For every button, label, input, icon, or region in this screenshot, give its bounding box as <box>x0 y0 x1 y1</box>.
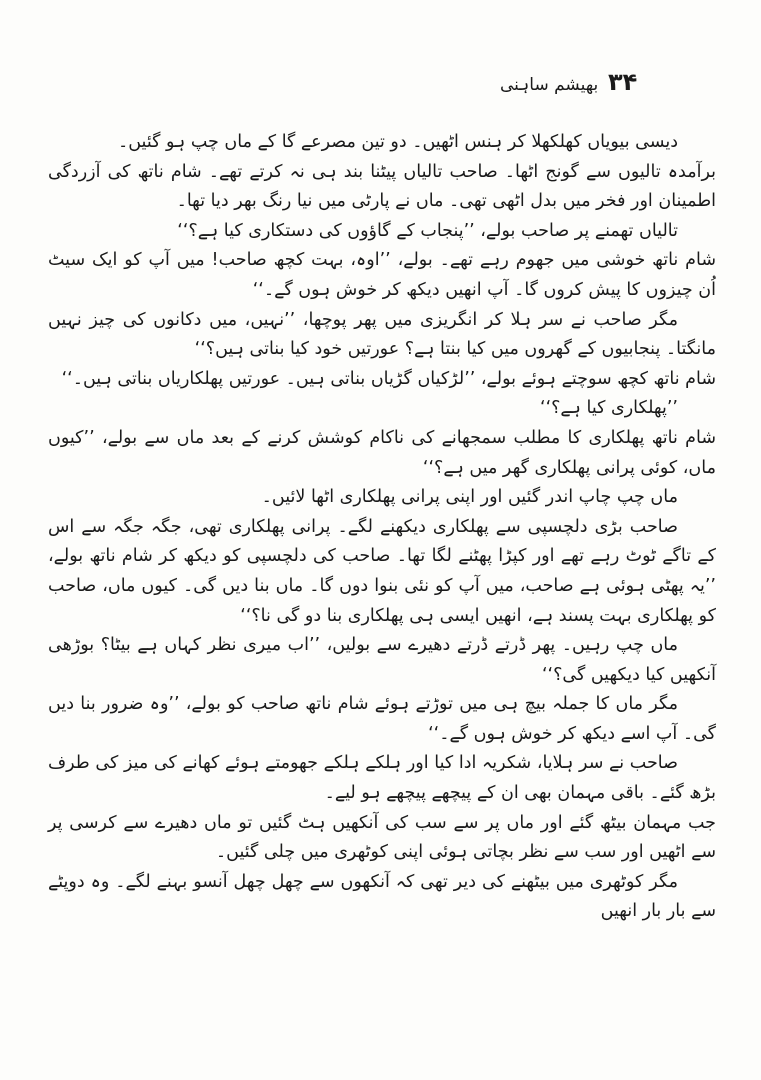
paragraph: شام ناتھ کچھ سوچتے ہوئے بولے، ’’لڑکیاں گڑیاں بناتی ہیں۔ عورتیں پھلکاریاں بناتی ہیں۔‘‘ <box>61 368 716 389</box>
running-title: بھیشم ساہنی <box>500 75 599 95</box>
page-number: ۳۴ <box>608 68 638 96</box>
paragraph: صاحب بڑی دلچسپی سے پھلکاری دیکھنے لگے۔ پرانی پھلکاری تھی، جگہ جگہ سے اس کے تاگے ٹوٹ رہے تھے اور کپڑا پھٹنے لگا تھا۔ صاحب کی دلچسپی کو دیکھ کر شام ناتھ بولے، ’’یہ پھٹی ہوئی ہے صاحب، میں آپ کو نئی بنوا دوں گا۔ ماں بنا دیں گی۔ کیوں ماں، صاحب کو پھلکاری بہت پسند ہے، انھیں ایسی ہی پھلکاری بنا دو گی نا؟‘‘ <box>48 516 716 626</box>
paragraph: شام ناتھ پھلکاری کا مطلب سمجھانے کی ناکام کوشش کرنے کے بعد ماں سے بولے، ’’کیوں ماں، کوئی پرانی پھلکاری گھر میں ہے؟‘‘ <box>48 427 716 478</box>
paragraph: مگر صاحب نے سر ہلا کر انگریزی میں پھر پوچھا، ’’نہیں، میں دکانوں کی چیز نہیں مانگتا۔ پنجابیوں کے گھروں میں کیا بنتا ہے؟ عورتیں خود کیا بناتی ہیں؟‘‘ <box>48 309 716 360</box>
paragraph: ماں چپ رہیں۔ پھر ڈرتے ڈرتے دھیرے سے بولیں، ’’اب میری نظر کہاں ہے بیٹا؟ بوڑھی آنکھیں کیا دیکھیں گی؟‘‘ <box>48 635 716 685</box>
paragraph: مگر ماں کا جملہ بیچ ہی میں توڑتے ہوئے شام ناتھ صاحب کو بولے، ’’وہ ضرور بنا دیں گی۔ آپ اسے دیکھ کر خوش ہوں گے۔‘‘ <box>48 694 716 744</box>
paragraph: مگر کوٹھری میں بیٹھنے کی دیر تھی کہ آنکھوں سے چھل چھل آنسو بہنے لگے۔ وہ دوپٹے سے بار بار انھیں <box>48 871 716 922</box>
paragraph: ماں چپ چاپ اندر گئیں اور اپنی پرانی پھلکاری اٹھا لائیں۔ <box>261 487 678 508</box>
page-header <box>0 68 761 108</box>
paragraph: تالیاں تھمنے پر صاحب بولے، ’’پنجاب کے گاؤوں کی دستکاری کیا ہے؟‘‘ <box>177 220 678 241</box>
paragraph: جب مہمان بیٹھ گئے اور ماں پر سے سب کی آنکھیں ہٹ گئیں تو ماں دھیرے سے کرسی پر سے اٹھیں اور سب سے نظر بچاتی ہوئی اپنی کوٹھری میں چلی گئیں۔ <box>48 812 716 863</box>
body-text <box>48 128 716 927</box>
paragraph: شام ناتھ خوشی میں جھوم رہے تھے۔ بولے، ’’اوہ، بہت کچھ صاحب! میں آپ کو ایک سیٹ اُن چیزوں کا پیش کروں گا۔ آپ انھیں دیکھ کر خوش ہوں گے۔‘‘ <box>48 250 716 300</box>
paragraph: صاحب نے سر ہلایا، شکریہ ادا کیا اور ہلکے ہلکے جھومتے ہوئے کھانے کی میز کی طرف بڑھ گئے۔ باقی مہمان بھی ان کے پیچھے پیچھے ہو لیے۔ <box>48 753 716 804</box>
paragraph: دیسی بیویاں کھلکھلا کر ہنس اٹھیں۔ دو تین مصرعے گا کے ماں چپ ہو گئیں۔ <box>117 132 678 152</box>
paragraph: ’’پھلکاری کیا ہے؟‘‘ <box>540 398 678 419</box>
paragraph: برآمدہ تالیوں سے گونج اٹھا۔ صاحب تالیاں پیٹنا بند ہی نہ کرتے تھے۔ شام ناتھ کی آزردگی اطمینان اور فخر میں بدل اٹھی تھی۔ ماں نے پارٹی میں نیا رنگ بھر دیا تھا۔ <box>48 161 716 212</box>
